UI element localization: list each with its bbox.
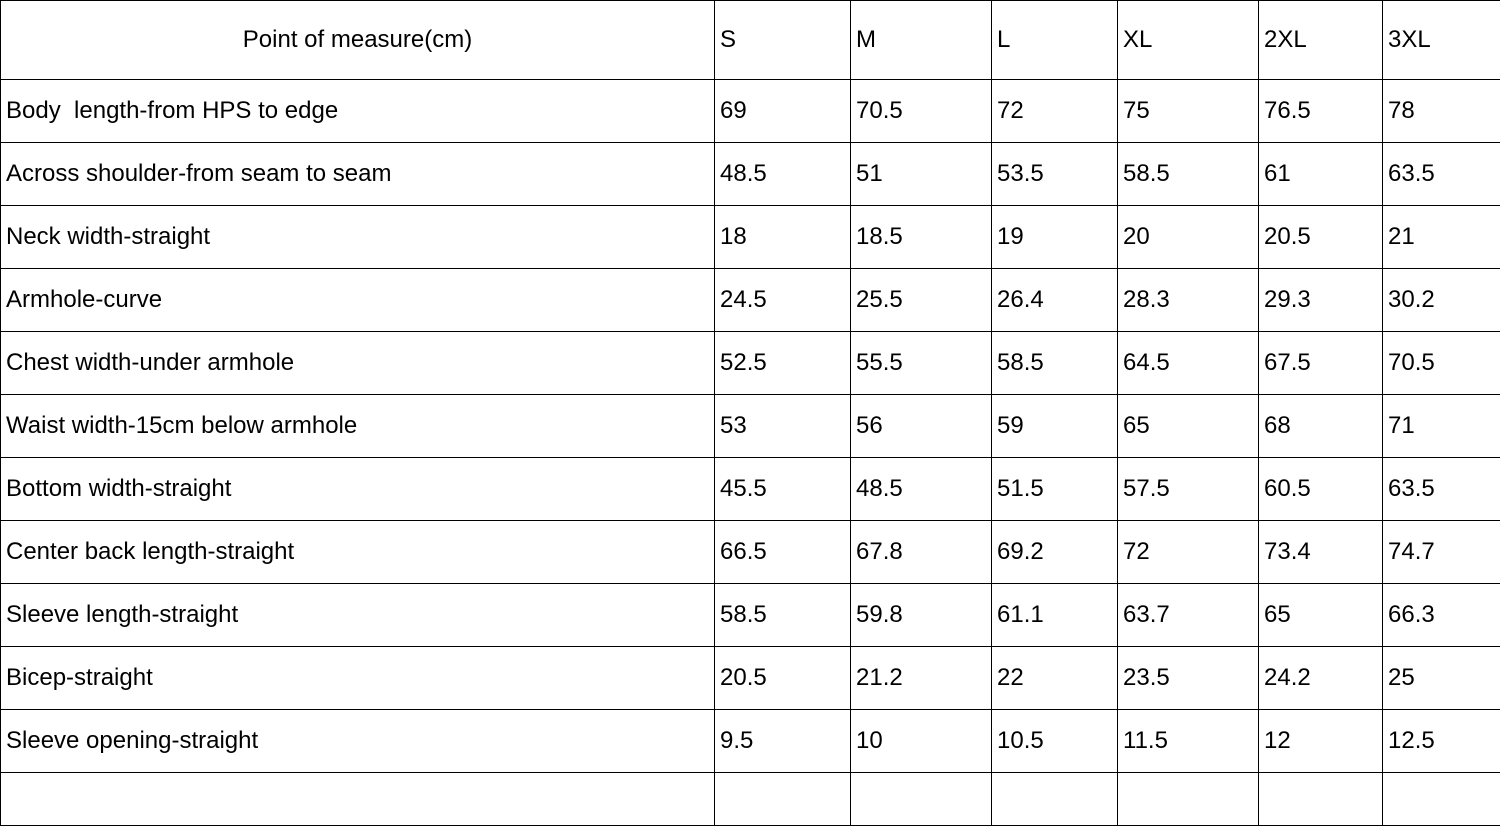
table-cell: 58.5 [992,332,1118,395]
table-cell: 24.5 [715,269,851,332]
table-cell: 21 [1383,206,1500,269]
table-cell: 22 [992,647,1118,710]
row-label: Bottom width-straight [1,458,715,521]
table-cell: 63.7 [1118,584,1259,647]
table-cell: 72 [992,80,1118,143]
table-cell: 20.5 [1259,206,1383,269]
row-label: Waist width-15cm below armhole [1,395,715,458]
table-cell: 29.3 [1259,269,1383,332]
table-cell: 65 [1259,584,1383,647]
table-cell: 69.2 [992,521,1118,584]
table-cell: 30.2 [1383,269,1500,332]
table-cell: 68 [1259,395,1383,458]
empty-cell [715,773,851,826]
header-size-3xl: 3XL [1383,1,1500,80]
table-cell: 25.5 [851,269,992,332]
table-cell: 20.5 [715,647,851,710]
table-cell: 58.5 [715,584,851,647]
table-cell: 71 [1383,395,1500,458]
row-label: Sleeve opening-straight [1,710,715,773]
row-label: Chest width-under armhole [1,332,715,395]
header-size-2xl: 2XL [1259,1,1383,80]
table-cell: 48.5 [715,143,851,206]
table-cell: 73.4 [1259,521,1383,584]
table-cell: 18.5 [851,206,992,269]
row-label: Body length-from HPS to edge [1,80,715,143]
table-cell: 61.1 [992,584,1118,647]
table-row [1,332,1500,395]
empty-cell [992,773,1118,826]
table-cell: 11.5 [1118,710,1259,773]
table-cell: 58.5 [1118,143,1259,206]
table-row [1,710,1500,773]
table-cell: 18 [715,206,851,269]
row-label: Across shoulder-from seam to seam [1,143,715,206]
table-cell: 10 [851,710,992,773]
header-size-xl: XL [1118,1,1259,80]
table-row [1,458,1500,521]
table-cell: 21.2 [851,647,992,710]
table-cell: 63.5 [1383,143,1500,206]
table-cell: 48.5 [851,458,992,521]
table-cell: 70.5 [851,80,992,143]
table-cell: 64.5 [1118,332,1259,395]
table-cell: 75 [1118,80,1259,143]
table-cell: 25 [1383,647,1500,710]
table-cell: 9.5 [715,710,851,773]
table-cell: 67.5 [1259,332,1383,395]
header-row [1,1,1500,80]
table-row [1,647,1500,710]
table-cell: 59.8 [851,584,992,647]
table-cell: 74.7 [1383,521,1500,584]
table-cell: 72 [1118,521,1259,584]
table-cell: 78 [1383,80,1500,143]
table-cell: 10.5 [992,710,1118,773]
header-size-m: M [851,1,992,80]
row-label: Armhole-curve [1,269,715,332]
header-size-s: S [715,1,851,80]
empty-table-row [1,773,1500,826]
table-cell: 53.5 [992,143,1118,206]
row-label: Sleeve length-straight [1,584,715,647]
table-cell: 66.5 [715,521,851,584]
table-cell: 56 [851,395,992,458]
table-cell: 59 [992,395,1118,458]
table-row [1,80,1500,143]
empty-cell [1383,773,1500,826]
table-row [1,206,1500,269]
empty-cell [1,773,715,826]
table-cell: 51.5 [992,458,1118,521]
empty-cell [1259,773,1383,826]
table-cell: 61 [1259,143,1383,206]
header-size-l: L [992,1,1118,80]
header-point-of-measure: Point of measure(cm) [1,1,715,80]
empty-cell [1118,773,1259,826]
table-cell: 69 [715,80,851,143]
table-row [1,143,1500,206]
table-cell: 70.5 [1383,332,1500,395]
table-cell: 60.5 [1259,458,1383,521]
table-cell: 65 [1118,395,1259,458]
table-row [1,269,1500,332]
row-label: Center back length-straight [1,521,715,584]
table-cell: 26.4 [992,269,1118,332]
table-row [1,521,1500,584]
table-cell: 23.5 [1118,647,1259,710]
table-row [1,584,1500,647]
table-cell: 24.2 [1259,647,1383,710]
table-cell: 12.5 [1383,710,1500,773]
table-cell: 53 [715,395,851,458]
table-cell: 45.5 [715,458,851,521]
row-label: Bicep-straight [1,647,715,710]
table-cell: 63.5 [1383,458,1500,521]
table-cell: 28.3 [1118,269,1259,332]
table-cell: 12 [1259,710,1383,773]
table-cell: 19 [992,206,1118,269]
table-cell: 66.3 [1383,584,1500,647]
table-row [1,395,1500,458]
table-cell: 55.5 [851,332,992,395]
empty-cell [851,773,992,826]
table-cell: 51 [851,143,992,206]
row-label: Neck width-straight [1,206,715,269]
table-cell: 67.8 [851,521,992,584]
table-cell: 20 [1118,206,1259,269]
table-cell: 57.5 [1118,458,1259,521]
table-cell: 76.5 [1259,80,1383,143]
table-cell: 52.5 [715,332,851,395]
